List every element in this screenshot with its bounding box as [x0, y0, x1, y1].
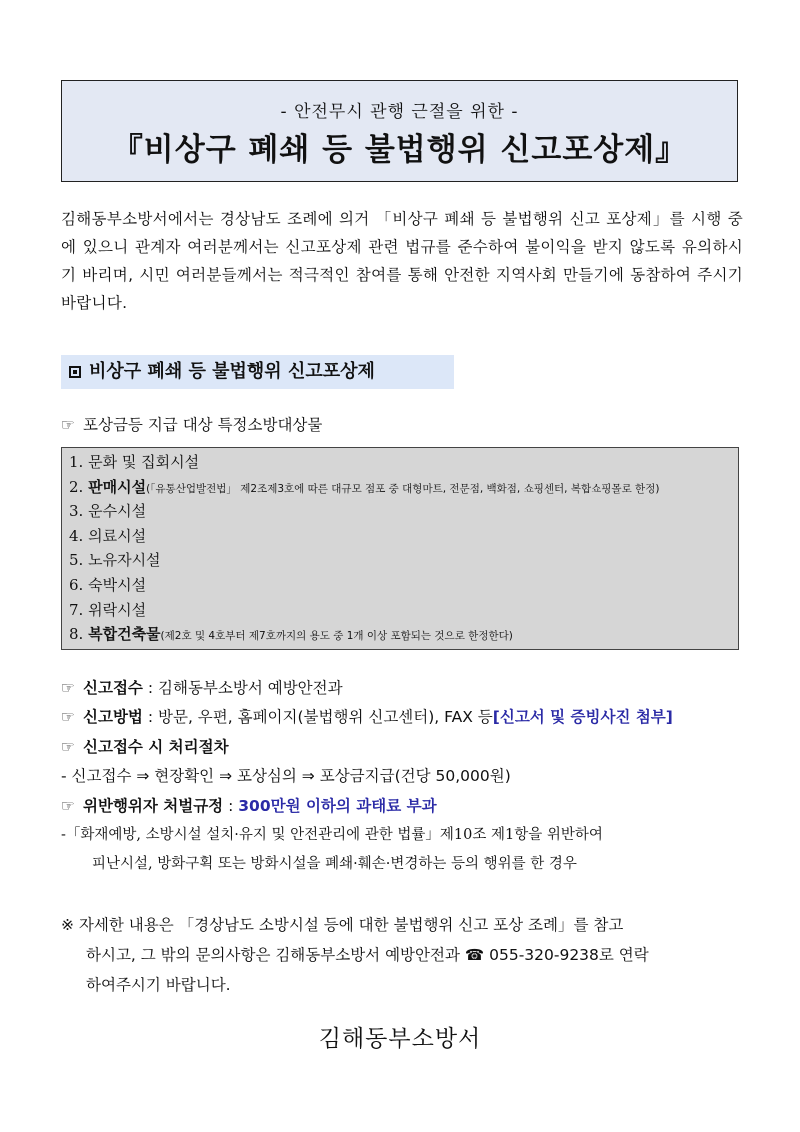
notice-line-3: 하여주시기 바랍니다.: [86, 976, 231, 994]
method-highlight: [신고서 및 증빙사진 첨부]: [492, 708, 673, 726]
procedure-steps: - 신고접수 ⇒ 현장확인 ⇒ 포상심의 ⇒ 포상금지급(건당 50,000원): [61, 767, 511, 785]
method-value: : 방문, 우편, 홈페이지(불법행위 신고센터), FAX 등: [147, 708, 493, 726]
list-item: 5. 노유자시설: [69, 551, 161, 570]
procedure-label: 신고접수 시 처리절차: [83, 738, 229, 756]
list-item: 6. 숙박시설: [69, 575, 147, 594]
list-item: 3. 운수시설: [69, 502, 147, 521]
penalty-value: 300만원 이하의 과태료 부과: [238, 797, 437, 815]
pointing-hand-icon: ☞: [61, 679, 75, 697]
list-item: 4. 의료시설: [69, 526, 147, 545]
title-subtitle: - 안전무시 관행 근절을 위한 -: [280, 102, 519, 122]
list-item: 2. 판매시설(「유통산업발전법」 제2조제3호에 따른 대규모 점포 중 대형마트, 전문점, 백화점, 쇼핑센터, 복합쇼핑몰로 한정): [69, 477, 660, 496]
notice-line-2: 하시고, 그 밖의 문의사항은 김해동부소방서 예방안전과 ☎ 055-320-9238로 연락: [86, 946, 649, 964]
penalty-detail-2: 피난시설, 방화구획 또는 방화시설을 폐쇄·훼손·변경하는 등의 행위를 한 경우: [92, 856, 577, 872]
title-main: 『비상구 폐쇄 등 불법행위 신고포상제』: [111, 132, 688, 168]
section-heading-text: 비상구 폐쇄 등 불법행위 신고포상제: [89, 361, 375, 382]
penalty-colon: :: [228, 797, 234, 815]
procedure-line: [61, 735, 229, 757]
target-line: [61, 413, 322, 435]
target-label: 포상금등 지급 대상 특정소방대상물: [83, 416, 323, 434]
intro-paragraph: 김해동부소방서에서는 경상남도 조례에 의거 「비상구 폐쇄 등 불법행위 신고 포상제」를 시행 중에 있으니 관계자 여러분께서는 신고포상제 관련 법규를 준수하여 불이익을 받지 않도록 유의하시기 바리며, 시민 여러분들께서는 적극적인 참여를 통해 안전한 지역사회 만들기에 동참하여 주시기 바랍니다.: [61, 210, 743, 312]
pointing-hand-icon: ☞: [61, 708, 75, 726]
method-line: [61, 705, 673, 727]
list-item: 8. 복합건축물(제2호 및 4호부터 제7호까지의 용도 중 1개 이상 포함되는 것으로 한정한다): [69, 625, 513, 644]
pointing-hand-icon: ☞: [61, 797, 75, 815]
penalty-line: [61, 794, 437, 816]
reception-value: : 김해동부소방서 예방안전과: [147, 679, 343, 697]
footer-organization: 김해동부소방서: [318, 1026, 482, 1052]
list-item: 7. 위락시설: [69, 600, 147, 619]
penalty-detail-1: -「화재예방, 소방시설 설치·유지 및 안전관리에 관한 법률」제10조 제1항을 위반하여: [61, 827, 603, 843]
notice-line-1: ※ 자세한 내용은 「경상남도 소방시설 등에 대한 불법행위 신고 포상 조례」를 참고: [61, 916, 624, 934]
square-bullet-icon: [69, 366, 81, 378]
section-heading: [61, 355, 454, 389]
penalty-label: 위반행위자 처벌규정: [83, 797, 224, 815]
title-box: [61, 80, 738, 182]
reception-label: 신고접수: [83, 679, 143, 697]
method-label: 신고방법: [83, 708, 143, 726]
reception-line: [61, 676, 343, 698]
facility-list: [61, 447, 739, 650]
pointing-hand-icon: ☞: [61, 738, 75, 756]
pointing-hand-icon: ☞: [61, 416, 75, 434]
list-item: 1. 문화 및 집회시설: [69, 453, 200, 471]
